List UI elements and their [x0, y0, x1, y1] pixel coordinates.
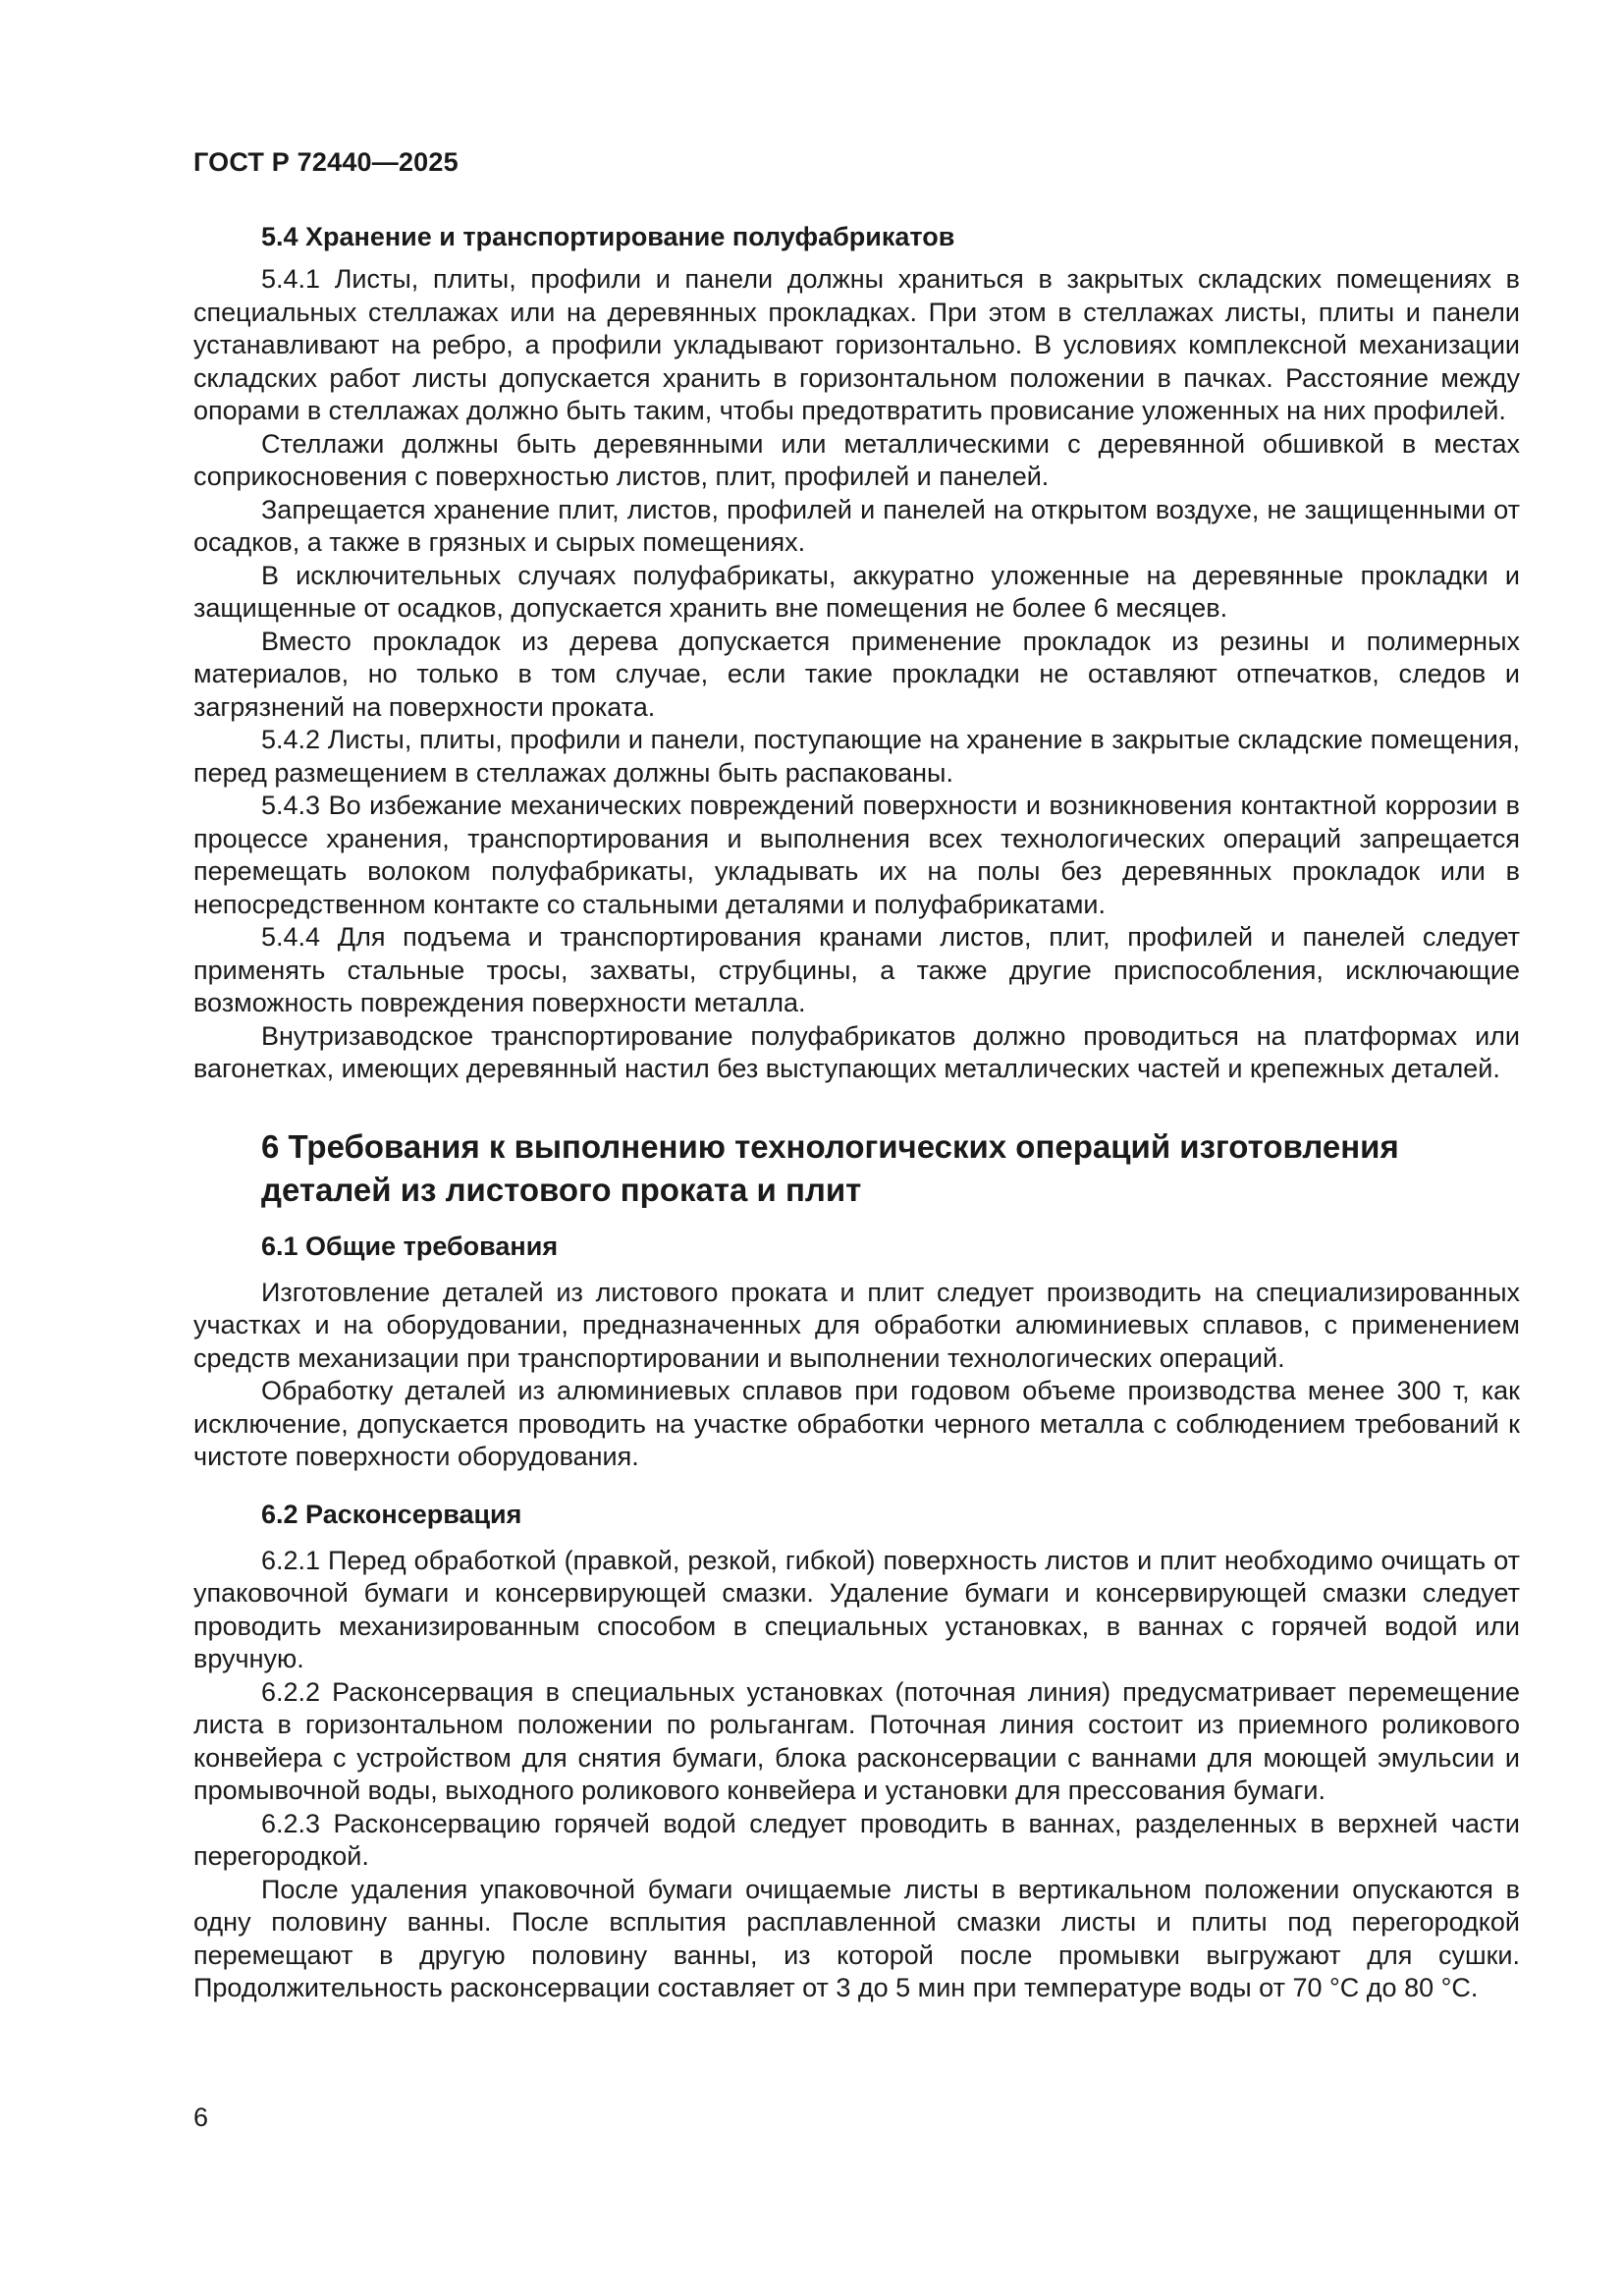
document-code: ГОСТ Р 72440—2025 — [193, 147, 459, 177]
paragraph: 5.4.4 Для подъема и транспортирования кранами листов, плит, профилей и панелей следует применять стальные тросы, захваты, струбцины, а также другие приспособления, исключающие возможность повреждения поверхности металла. — [193, 922, 1520, 1017]
paragraph: После удаления упаковочной бумаги очищаемые листы в вертикальном положении опускаются в одну половину ванны. После всплытия расплавленной смазки листы и плиты под перегородкой перемещают в другую половину ванны, из которой после промывки выгружают для сушки. Продолжительность расконсервации составляет от 3 до 5 мин при температуре воды от 70 °С до 80 °С. — [193, 1874, 1520, 2002]
section-6-1-title: 6.1 Общие требования — [261, 1230, 559, 1261]
page-content — [193, 220, 1520, 2005]
section-6-title-line-1: 6 Требования к выполнению технологических операций изготовления — [261, 1127, 1399, 1165]
section-6-2-title: 6.2 Расконсервация — [261, 1499, 522, 1529]
page-number: 6 — [193, 2103, 209, 2132]
paragraph: Изготовление деталей из листового проката и плит следует производить на специализированных участках и на оборудовании, предназначенных для обработки алюминиевых сплавов, с применением средств механизации при транспортировании и выполнении технологических операций. — [193, 1277, 1520, 1373]
paragraph: 6.2.1 Перед обработкой (правкой, резкой, гибкой) поверхность листов и плит необходимо очищать от упаковочной бумаги и консервирующей смазки. Удаление бумаги и консервирующей смазки следует проводить механизированным способом в специальных установках, в ваннах с горячей водой или вручную. — [193, 1545, 1520, 1673]
paragraph: Стеллажи должны быть деревянными или металлическими с деревянной обшивкой в местах соприкосновения с поверхностью листов, плит, профилей и панелей. — [193, 428, 1520, 491]
paragraph: 6.2.3 Расконсервацию горячей водой следует проводить в ваннах, разделенных в верхней части перегородкой. — [193, 1808, 1520, 1871]
section-6-title-line-2: деталей из листового проката и плит — [261, 1171, 862, 1208]
paragraph: 6.2.2 Расконсервация в специальных установках (поточная линия) предусматривает перемещение листа в горизонтальном положении по рольгангам. Поточная линия состоит из приемного роликового конвейера с устройством для снятия бумаги, блока расконсервации с ваннами для моющей эмульсии и промывочной воды, выходного роликового конвейера и установки для прессования бумаги. — [193, 1676, 1520, 1805]
paragraph: 5.4.1 Листы, плиты, профили и панели должны храниться в закрытых складских помещениях в специальных стеллажах или на деревянных прокладках. При этом в стеллажах листы, плиты и панели устанавливают на ребро, а профили укладывают горизонтально. В условиях комплексной механизации складских работ листы допускается хранить в горизонтальном положении в пачках. Расстояние между опорами в стеллажах должно быть таким, чтобы предотвратить провисание уложенных на них профилей. — [193, 264, 1520, 425]
paragraph: Вместо прокладок из дерева допускается применение прокладок из резины и полимерных материалов, но только в том случае, если такие прокладки не оставляют отпечатков, следов и загрязнений на поверхности проката. — [193, 626, 1520, 722]
paragraph: В исключительных случаях полуфабрикаты, аккуратно уложенные на деревянные прокладки и защищенные от осадков, допускается хранить вне помещения не более 6 месяцев. — [193, 560, 1520, 623]
paragraph: Внутризаводское транспортирование полуфабрикатов должно проводиться на платформах или вагонетках, имеющих деревянный настил без выступающих металлических частей и крепежных деталей. — [193, 1020, 1520, 1083]
paragraph: 5.4.2 Листы, плиты, профили и панели, поступающие на хранение в закрытые складские помещения, перед размещением в стеллажах должны быть распакованы. — [193, 725, 1520, 788]
paragraph: 5.4.3 Во избежание механических повреждений поверхности и возникновения контактной коррозии в процессе хранения, транспортирования и выполнения всех технологических операций запрещается перемещать волоком полуфабрикаты, укладывать их на полы без деревянных прокладок или в непосредственном контакте со стальными деталями и полуфабрикатами. — [193, 791, 1520, 919]
paragraph: Обработку деталей из алюминиевых сплавов при годовом объеме производства менее 300 т, как исключение, допускается проводить на участке обработки черного металла с соблюдением требований к чистоте поверхности оборудования. — [193, 1376, 1520, 1471]
paragraph: Запрещается хранение плит, листов, профилей и панелей на открытом воздухе, не защищенными от осадков, а также в грязных и сырых помещениях. — [193, 494, 1520, 557]
section-5-4-title: 5.4 Хранение и транспортирование полуфабрикатов — [261, 222, 955, 251]
